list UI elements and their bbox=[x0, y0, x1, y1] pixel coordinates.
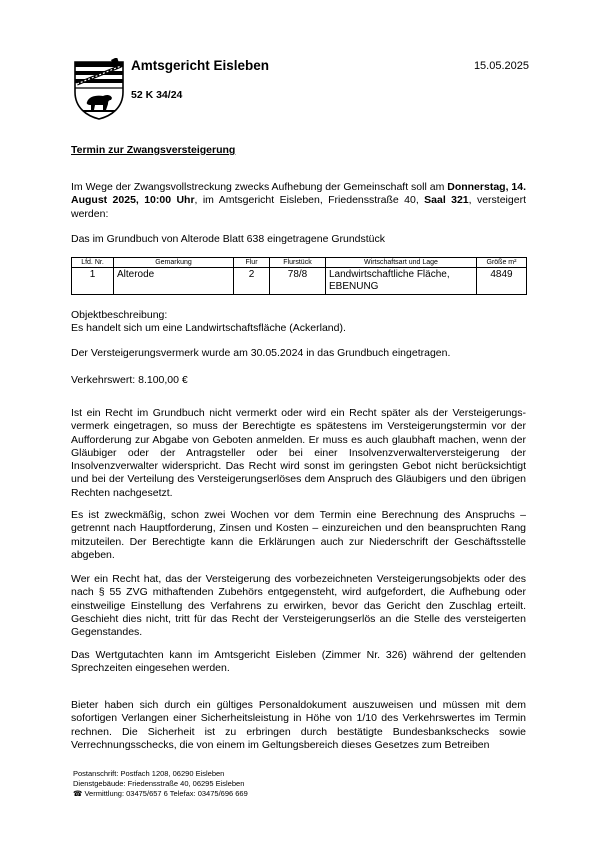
object-label: Objektbeschreibung: bbox=[71, 309, 168, 321]
col-header-gemarkung: Gemarkung bbox=[114, 258, 234, 268]
court-name: Amtsgericht Eisleben bbox=[131, 58, 270, 73]
footer-post-address: Postanschrift: Postfach 1208, 06290 Eisleben bbox=[73, 769, 225, 778]
auction-room: Saal 321 bbox=[424, 194, 469, 207]
intro-paragraph: Im Wege der Zwangsvollstreckung zwecks Aufhebung der Gemeinschaft soll am Donnerstag, 14. August 2025, 10:00 Uhr, im Amtsgericht Eisleben, Friedensstraße 40, Saal 321, versteigert werden: bbox=[71, 181, 527, 220]
col-header-flurstueck: Flurstück bbox=[270, 258, 326, 268]
col-header-flur: Flur bbox=[234, 258, 270, 268]
auction-date: Donnerstag, 14. August 2025, 10:00 Uhr bbox=[71, 181, 527, 207]
grundbuch-line: Das im Grundbuch von Alterode Blatt 638 eingetragene Grundstück bbox=[71, 233, 386, 245]
verkehrswert: Verkehrswert: 8.100,00 € bbox=[71, 374, 188, 386]
telephone-icon: ☎ bbox=[73, 789, 85, 798]
coat-of-arms-logo bbox=[73, 58, 125, 120]
cell-flur: 2 bbox=[234, 268, 270, 295]
cell-gemarkung: Alterode bbox=[114, 268, 234, 295]
object-description: Es handelt sich um eine Landwirtschaftsfläche (Ackerland). bbox=[71, 322, 346, 334]
col-header-wirtschaftsart: Wirtschaftsart und Lage bbox=[326, 258, 477, 268]
versteigerungsvermerk: Der Versteigerungsvermerk wurde am 30.05.2024 in das Grundbuch eingetragen. bbox=[71, 347, 451, 359]
document-heading: Termin zur Zwangsversteigerung bbox=[71, 144, 236, 156]
rights-paragraph: Ist ein Recht im Grundbuch nicht vermerkt oder wird ein Recht später als der Versteigerungs-vermerk eingetragen, so muss der Berechtigte es spätestens im Versteigerungstermin vor der Aufforderung zur Abgabe von Geboten anmelden. Er muss es auch glaubhaft machen, wenn der Gläubiger oder der Antragsteller oder bei einer Insolvenzverwalterversteigerung der Insolvenzverwalter widerspricht. Das Recht wird sonst im geringsten Gebot nicht berücksichtigt und bei der Verteilung des Versteigerungserlöses dem Anspruch des Gläubigers und den übrigen Rechten nachgesetzt. bbox=[71, 407, 526, 499]
footer-building: Dienstgebäude: Friedensstraße 40, 06295 Eisleben bbox=[73, 779, 245, 788]
footer-address bbox=[73, 769, 248, 799]
property-table bbox=[71, 257, 527, 295]
case-number: 52 K 34/24 bbox=[131, 89, 183, 101]
col-header-lfd-nr: Lfd. Nr. bbox=[72, 258, 114, 268]
table-header-row bbox=[72, 258, 527, 268]
cell-lfd-nr: 1 bbox=[72, 268, 114, 295]
cell-groesse: 4849 bbox=[477, 268, 527, 295]
cell-flurstueck: 78/8 bbox=[270, 268, 326, 295]
col-header-groesse: Größe m² bbox=[477, 258, 527, 268]
bidder-paragraph: Bieter haben sich durch ein gültiges Personaldokument auszuweisen und müssen mit dem sofortigen Verlangen einer Sicherheitsleistung in Höhe von 1/10 des Verkehrswertes im Termin rechnen. Die Sicherheit ist zu erbringen durch bestätigte Bundesbankschecks sowie Verrechnungsschecks, die von einem im Geltungsbereich dieses Gesetzes zum Betreiben bbox=[71, 699, 526, 751]
objection-paragraph: Wer ein Recht hat, das der Versteigerung des vorbezeichneten Versteigerungsobjekts oder des nach § 55 ZVG mithaftenden Zubehörs entgegensteht, wird aufgefordert, die Aufhebung oder einstweilige Einstellung des Verfahrens zu erwirken, bevor das Gericht den Zuschlag erteilt. Geschieht dies nicht, tritt für das Recht der Versteigerungserlös an die Stelle des versteigerten Gegenstandes. bbox=[71, 573, 526, 639]
footer-phone-line: ☎ Vermittlung: 03475/657 6 Telefax: 03475/696 669 bbox=[73, 789, 248, 798]
claim-paragraph: Es ist zweckmäßig, schon zwei Wochen vor dem Termin eine Berechnung des Anspruchs – getrennt nach Hauptforderung, Zinsen und Kosten – einzureichen und den beanspruchten Rang mitzuteilen. Der Berechtigte kann die Erklärungen auch zur Niederschrift der Geschäftsstelle abgeben. bbox=[71, 509, 526, 561]
appraisal-paragraph: Das Wertgutachten kann im Amtsgericht Eisleben (Zimmer Nr. 326) während der geltenden Sprechzeiten eingesehen werden. bbox=[71, 649, 526, 675]
document-date: 15.05.2025 bbox=[473, 60, 529, 72]
table-row bbox=[72, 268, 527, 295]
cell-wirtschaftsart: Landwirtschaftliche Fläche, EBENUNG bbox=[326, 268, 477, 295]
